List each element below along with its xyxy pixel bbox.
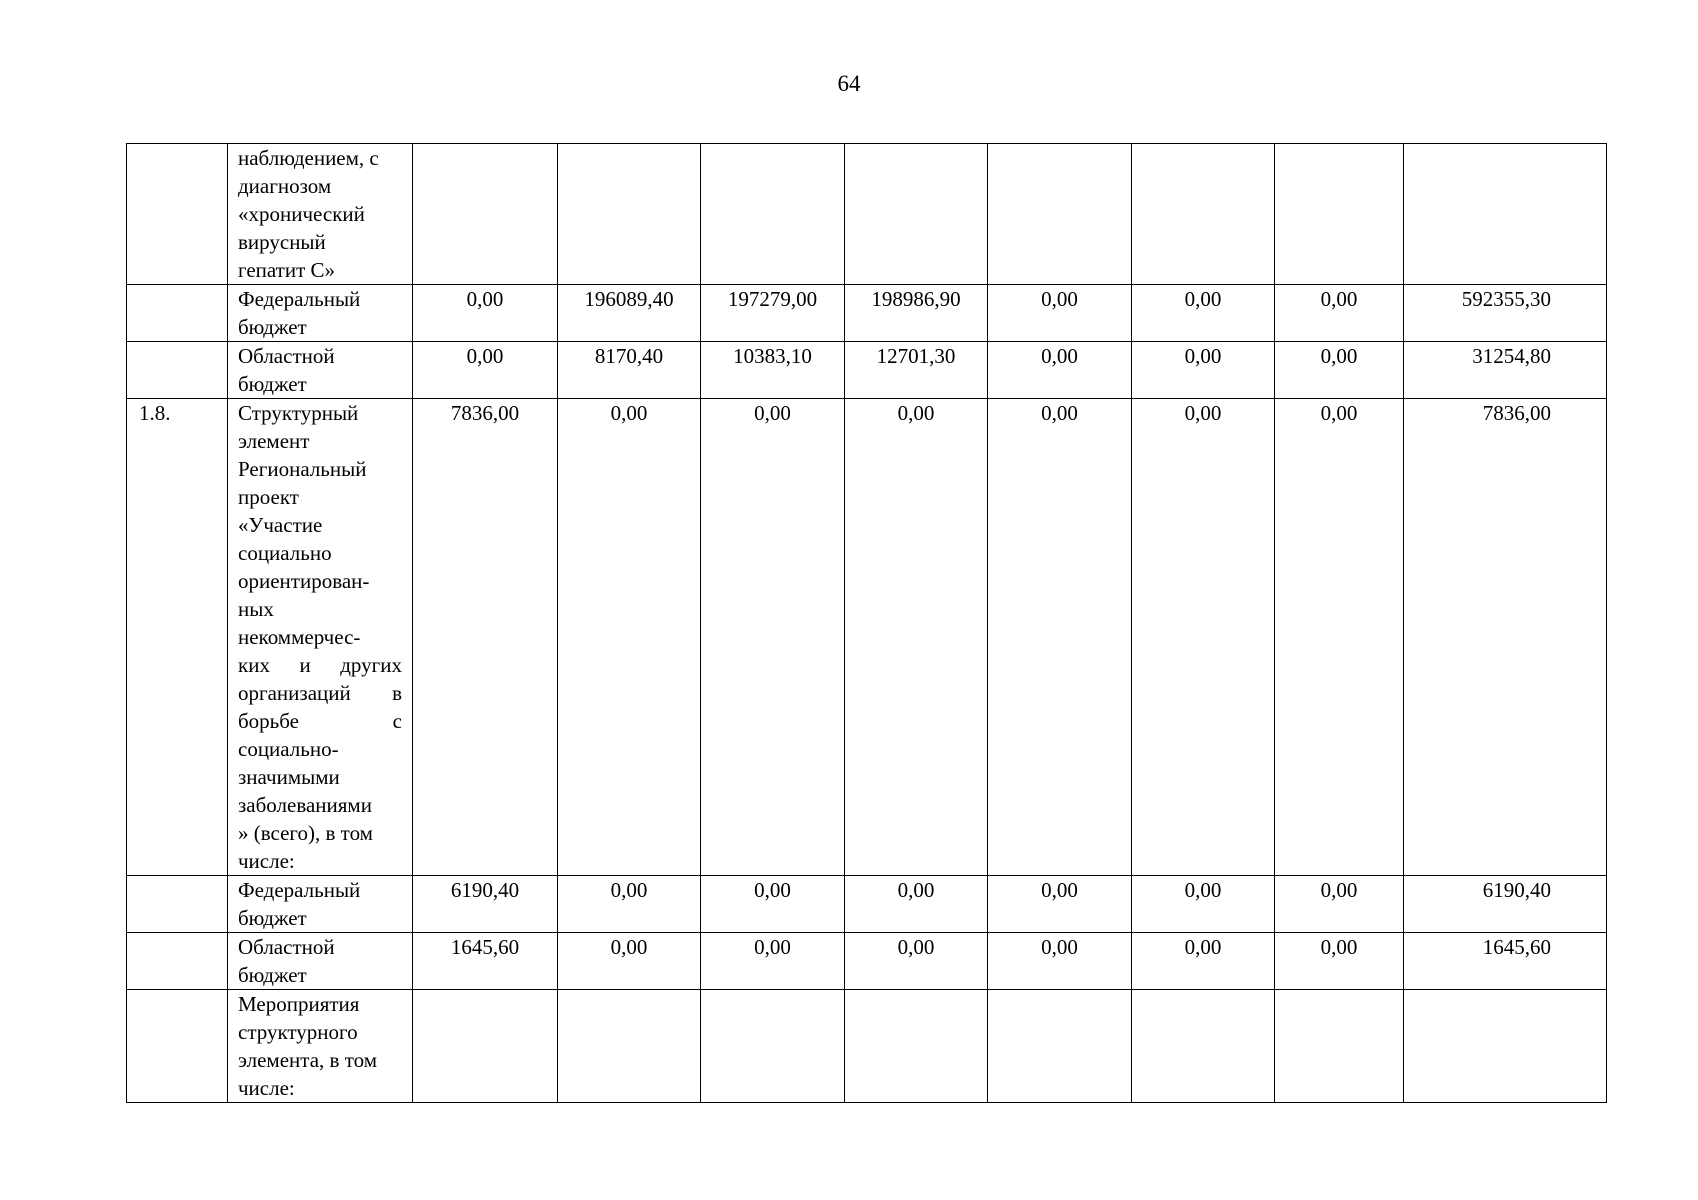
name-line: вирусный bbox=[238, 230, 326, 254]
value-cell: 0,00 bbox=[701, 399, 845, 876]
value-cell bbox=[558, 144, 701, 285]
total-cell: 7836,00 bbox=[1404, 399, 1607, 876]
row-name-cell bbox=[228, 144, 413, 285]
name-line: Областной bbox=[238, 935, 335, 959]
value-cell bbox=[845, 990, 988, 1103]
name-line: проект bbox=[238, 485, 299, 509]
row-name-cell bbox=[228, 399, 413, 876]
name-line: бюджет bbox=[238, 372, 307, 396]
name-line: бюджет bbox=[238, 963, 307, 987]
value-cell: 197279,00 bbox=[701, 285, 845, 342]
row-number-cell bbox=[127, 342, 228, 399]
value-cell: 0,00 bbox=[988, 342, 1132, 399]
name-line: социально bbox=[238, 541, 332, 565]
value-cell: 0,00 bbox=[1132, 399, 1275, 876]
value-cell: 7836,00 bbox=[413, 399, 558, 876]
row-name-cell bbox=[228, 342, 413, 399]
name-line: бюджет bbox=[238, 906, 307, 930]
value-cell: 0,00 bbox=[1132, 342, 1275, 399]
table-row bbox=[127, 285, 1607, 342]
value-cell: 0,00 bbox=[1275, 285, 1404, 342]
value-cell: 0,00 bbox=[413, 285, 558, 342]
value-cell bbox=[558, 990, 701, 1103]
total-cell bbox=[1404, 990, 1607, 1103]
name-line: Структурный bbox=[238, 401, 359, 425]
value-cell bbox=[701, 990, 845, 1103]
total-cell: 1645,60 bbox=[1404, 933, 1607, 990]
value-cell bbox=[988, 990, 1132, 1103]
name-line: бюджет bbox=[238, 315, 307, 339]
budget-table bbox=[126, 143, 1607, 1103]
total-cell bbox=[1404, 144, 1607, 285]
value-cell: 0,00 bbox=[413, 342, 558, 399]
row-name-cell bbox=[228, 876, 413, 933]
value-cell bbox=[1132, 990, 1275, 1103]
value-cell: 0,00 bbox=[1132, 933, 1275, 990]
value-cell: 1645,60 bbox=[413, 933, 558, 990]
value-cell: 0,00 bbox=[845, 876, 988, 933]
name-line: структурного bbox=[238, 1020, 358, 1044]
value-cell: 0,00 bbox=[558, 876, 701, 933]
table-row bbox=[127, 342, 1607, 399]
name-line: » (всего), в том bbox=[238, 821, 373, 845]
value-cell: 0,00 bbox=[558, 399, 701, 876]
name-line: борьбе с bbox=[238, 709, 402, 733]
value-cell: 0,00 bbox=[1275, 933, 1404, 990]
value-cell: 0,00 bbox=[1275, 876, 1404, 933]
name-line: организаций в bbox=[238, 681, 402, 705]
value-cell: 198986,90 bbox=[845, 285, 988, 342]
row-name-cell bbox=[228, 990, 413, 1103]
row-number-cell bbox=[127, 285, 228, 342]
name-line: Мероприятия bbox=[238, 992, 360, 1016]
value-cell bbox=[1275, 990, 1404, 1103]
name-line: ких и других bbox=[238, 653, 402, 677]
value-cell bbox=[845, 144, 988, 285]
row-number-cell bbox=[127, 990, 228, 1103]
value-cell: 0,00 bbox=[988, 876, 1132, 933]
name-line: некоммерчес- bbox=[238, 625, 361, 649]
name-line: наблюдением, с bbox=[238, 146, 379, 170]
value-cell: 196089,40 bbox=[558, 285, 701, 342]
value-cell bbox=[413, 144, 558, 285]
value-cell: 0,00 bbox=[1132, 876, 1275, 933]
table-row bbox=[127, 144, 1607, 285]
name-line: ориентирован- bbox=[238, 569, 370, 593]
row-number-cell bbox=[127, 876, 228, 933]
value-cell bbox=[1132, 144, 1275, 285]
value-cell bbox=[413, 990, 558, 1103]
table-row bbox=[127, 933, 1607, 990]
value-cell: 8170,40 bbox=[558, 342, 701, 399]
name-line: элемент bbox=[238, 429, 310, 453]
table-row bbox=[127, 990, 1607, 1103]
name-line: Областной bbox=[238, 344, 335, 368]
total-cell: 6190,40 bbox=[1404, 876, 1607, 933]
table-row bbox=[127, 399, 1607, 876]
page-number: 64 bbox=[837, 71, 861, 96]
value-cell: 0,00 bbox=[558, 933, 701, 990]
name-line: заболеваниями bbox=[238, 793, 372, 817]
table-row bbox=[127, 876, 1607, 933]
row-name-cell bbox=[228, 285, 413, 342]
value-cell: 0,00 bbox=[988, 399, 1132, 876]
value-cell: 12701,30 bbox=[845, 342, 988, 399]
name-line: значимыми bbox=[238, 765, 340, 789]
name-line: гепатит С» bbox=[238, 258, 336, 282]
name-line: числе: bbox=[238, 1076, 295, 1100]
row-number-cell bbox=[127, 933, 228, 990]
value-cell: 0,00 bbox=[1275, 399, 1404, 876]
value-cell bbox=[1275, 144, 1404, 285]
name-line: «хронический bbox=[238, 202, 365, 226]
value-cell: 10383,10 bbox=[701, 342, 845, 399]
name-line: Региональный bbox=[238, 457, 367, 481]
row-number-cell bbox=[127, 144, 228, 285]
total-cell: 31254,80 bbox=[1404, 342, 1607, 399]
value-cell: 0,00 bbox=[701, 933, 845, 990]
value-cell: 6190,40 bbox=[413, 876, 558, 933]
name-line: числе: bbox=[238, 849, 295, 873]
name-line: социально- bbox=[238, 737, 339, 761]
name-line: Федеральный bbox=[238, 287, 361, 311]
value-cell: 0,00 bbox=[988, 285, 1132, 342]
name-line: диагнозом bbox=[238, 174, 332, 198]
row-number-cell: 1.8. bbox=[127, 399, 228, 876]
table-body bbox=[127, 144, 1607, 1103]
row-name-cell bbox=[228, 933, 413, 990]
name-line: Федеральный bbox=[238, 878, 361, 902]
total-cell: 592355,30 bbox=[1404, 285, 1607, 342]
name-line: ных bbox=[238, 597, 274, 621]
name-line: элемента, в том bbox=[238, 1048, 377, 1072]
value-cell: 0,00 bbox=[1132, 285, 1275, 342]
value-cell: 0,00 bbox=[988, 933, 1132, 990]
name-line: «Участие bbox=[238, 513, 323, 537]
value-cell: 0,00 bbox=[845, 399, 988, 876]
value-cell bbox=[701, 144, 845, 285]
value-cell: 0,00 bbox=[1275, 342, 1404, 399]
value-cell bbox=[988, 144, 1132, 285]
value-cell: 0,00 bbox=[701, 876, 845, 933]
value-cell: 0,00 bbox=[845, 933, 988, 990]
